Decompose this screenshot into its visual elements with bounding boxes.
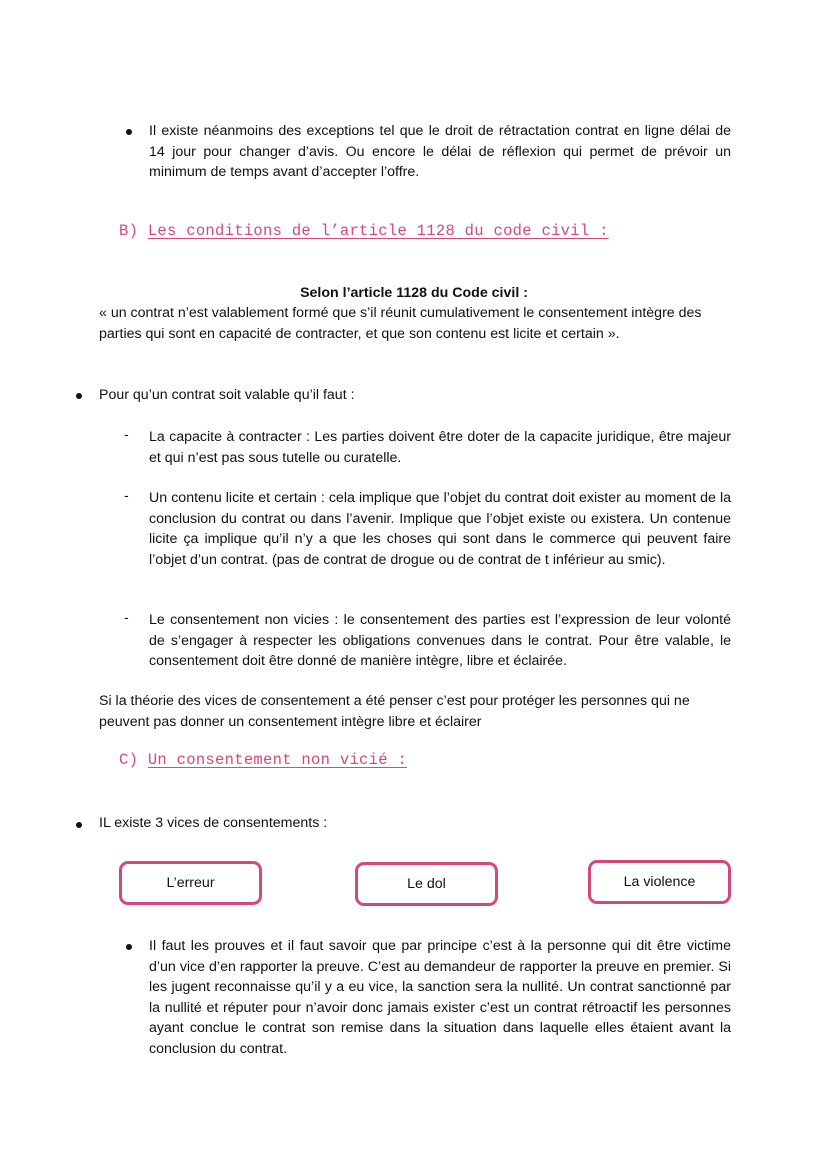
dash-icon: -: [124, 610, 129, 626]
bullet-icon: [76, 393, 82, 399]
article-quote: « un contrat n’est valablement formé que s’il réunit cumulativement le consentement intègre des parties qui sont en capacité de contracter, et que son contenu est licite et certain ».: [99, 305, 702, 342]
paragraph-valable: Pour qu’un contrat soit valable qu’il faut :: [99, 387, 355, 403]
article-title: Selon l’article 1128 du Code civil :: [300, 285, 528, 301]
vice-box-violence: [588, 860, 731, 904]
section-c-heading: [119, 751, 407, 769]
section-c-title: Un consentement non vicié :: [147, 751, 408, 769]
vice-label: Le dol: [407, 876, 446, 892]
paragraph-vices: IL existe 3 vices de consentements :: [99, 815, 328, 831]
section-b-letter: B): [119, 222, 139, 240]
paragraph-exceptions: Il existe néanmoins des exceptions tel que le droit de rétractation contrat en ligne délai de 14 jour pour changer d’avis. Ou encore le délai de réflexion qui permet de prévoir un minimum de temps avant d’accepter l’offre.: [149, 123, 731, 180]
vice-box-dol: [355, 862, 498, 906]
vice-label: La violence: [623, 874, 696, 890]
bullet-icon: [126, 944, 132, 950]
bullet-icon: [126, 129, 132, 135]
paragraph-preuves: Il faut les prouves et il faut savoir que par principe c’est à la personne qui dit être victime d’un vice d’en rapporter la preuve. C’est au demandeur de rapporter la preuve en premier. Si les jugent reconnaisse qu’il y a eu vice, la sanction sera la nullité. Un contrat sanctionné par la nullité et réputer pour n’avoir donc jamais exister c’est un contrat rétroactif les personnes ayant conclue le contrat son remise dans la situation dans laquelle elles étaient avant la conclusion du contrat.: [149, 938, 731, 1057]
condition-consentement: Le consentement non vicies : le consentement des parties est l’expression de leur volonté de s’engager à respecter les obligations convenues dans le contrat. Pour être valable, le consentement doit être donné de manière intègre, libre et éclairée.: [149, 612, 731, 669]
section-b-heading: [119, 222, 609, 240]
bullet-icon: [76, 822, 82, 828]
vice-label: L’erreur: [166, 875, 215, 891]
condition-capacite: La capacite à contracter : Les parties doivent être doter de la capacite juridique, être majeur et qui n’est pas sous tutelle ou curatelle.: [149, 429, 731, 466]
section-b-title: Les conditions de l’article 1128 du code civil :: [147, 222, 609, 240]
condition-contenu: Un contenu licite et certain : cela implique que l’objet du contrat doit exister au moment de la conclusion du contrat ou dans l’avenir. Implique que l’objet existe ou existera. Un contenue licite ça implique qu’il n’y a que les choses qui sont dans le commerce qui peuvent faire l’objet d’un contrat. (pas de contrat de drogue ou de contrat de t inférieur au smic).: [149, 490, 731, 568]
dash-icon: -: [124, 488, 129, 504]
dash-icon: -: [124, 427, 129, 443]
paragraph-theorie: Si la théorie des vices de consentement a été penser c’est pour protéger les personnes qui ne peuvent pas donner un consentement intègre libre et éclairer: [99, 693, 690, 730]
vice-box-erreur: [119, 861, 262, 905]
section-c-letter: C): [119, 751, 139, 769]
